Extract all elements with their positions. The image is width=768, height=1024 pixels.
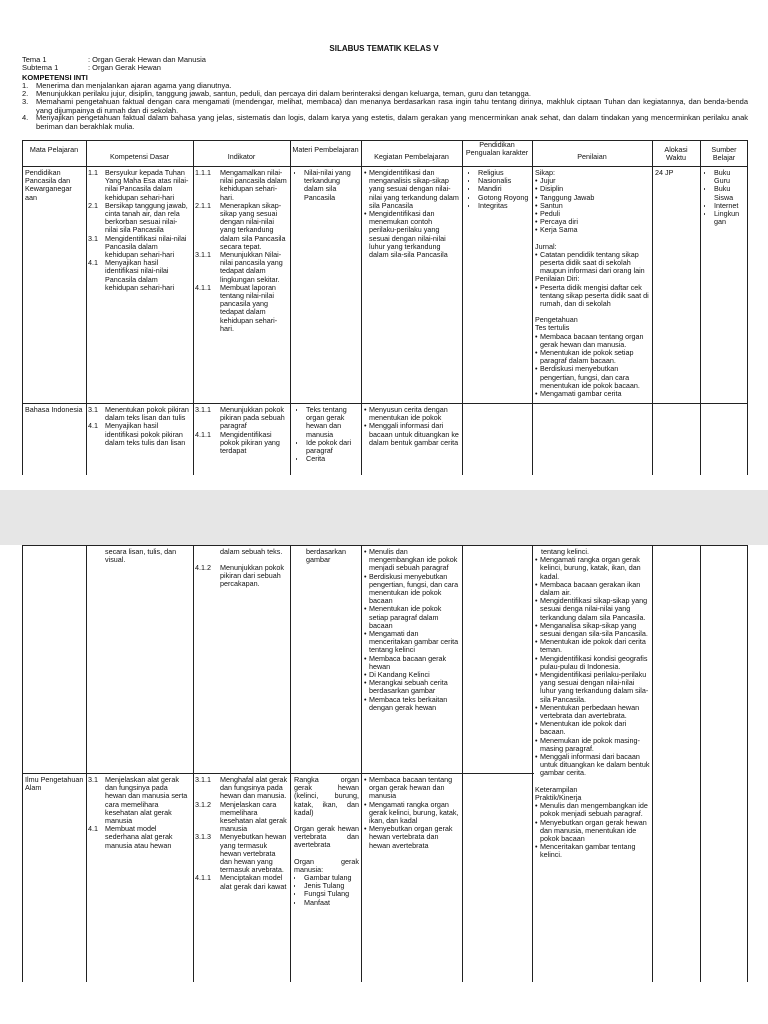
- tes-item: • Berdiskusi menyebutkan pengertian, fungsi, dan cara menentukan ide pokok bacaan.: [535, 364, 640, 390]
- kegiatan-item: • Menggali informasi dari bacaan untuk dituangkan ke dalam bentuk gambar cerita: [364, 421, 459, 447]
- header-indikator: Indikator: [227, 153, 256, 161]
- indikator-item: 3.1.3 Menyebutkan hewan yang termasuk hewan vertebrata dan hewan yang termasuk arvebrata.: [195, 832, 287, 875]
- penilaian-label: Praktik/Kinerja: [535, 792, 582, 802]
- table-border: [290, 140, 291, 475]
- penilaian-item: • Menggali informasi dari bacaan untuk dituangkan ke dalam bentuk gambar cerita.: [535, 752, 650, 778]
- table-border: [532, 140, 533, 475]
- kegiatan-item: • Membaca bacaan tentang organ gerak hewan dan manusia: [364, 776, 453, 801]
- table-border: [700, 545, 701, 982]
- indikator-item: 3.1.1 Menunjukkan pokok pikiran pada sebuah paragraf: [195, 406, 285, 431]
- penilaian-label: Jurnal:: [535, 241, 557, 251]
- meta-subtema: [22, 64, 161, 73]
- meta-value: : Organ Gerak Hewan: [88, 63, 161, 72]
- penilaian-label: Pengetahuan: [535, 315, 578, 325]
- sikap-item: • Tanggung Jawab: [535, 192, 595, 202]
- table-border: [462, 140, 463, 475]
- materi-item: • Ide pokok dari paragraf: [306, 439, 359, 455]
- sikap-item: • Disiplin: [535, 184, 564, 194]
- penilaian-item: • Mengidentifikasi kondisi geografis pulau-pulau di Indonesia.: [535, 653, 648, 671]
- keterampilan-item: • Menceritakan gambar tentang kelinci.: [535, 842, 636, 860]
- indikator-item: 4.1.1 Membuat laporan tentang nilai-nilai pancasila yang tedapat dalam kehidupan sehari-hari.: [195, 282, 278, 333]
- table-border: [747, 140, 748, 475]
- kd-item: 3.1 Mengidentifikasi nilai-nilai Pancasila dalam kehidupan sehari-hari: [88, 233, 187, 260]
- table-border: [193, 140, 194, 475]
- sumber-item: • Buku Siswa: [714, 185, 746, 201]
- jurnal-item: • Catatan pendidik tentang sikap peserta didik saat di sekolah maupun informasi dari orang lain: [535, 249, 645, 276]
- kegiatan-item: • Menyusun cerita dengan menentukan ide pokok: [364, 406, 448, 423]
- sikap-item: • Peduli: [535, 209, 560, 219]
- kegiatan-item: • Membaca teks berkaitan dengan gerak hewan: [364, 694, 448, 712]
- kegiatan-list: [364, 169, 460, 401]
- materi-item: • Gambar tulang: [304, 874, 359, 882]
- penilaian-label: Sikap:: [535, 169, 555, 177]
- mapel-ppkn: Pendidikan Pancasila dan Kewarganegar aan: [25, 169, 72, 202]
- penilaian-label: Penilaian Diri:: [535, 274, 580, 284]
- kd-item: 3.1 Menentukan pokok pikiran dalam teks lisan dan tulis: [88, 406, 189, 423]
- table-border: [532, 545, 533, 982]
- table-border: [22, 545, 747, 546]
- kegiatan-list: [364, 776, 460, 981]
- materi-item: • Cerita: [306, 455, 359, 463]
- header-materi: Materi Pembelajaran: [292, 146, 359, 154]
- kegiatan-list: [364, 548, 460, 772]
- materi-paragraph: Organ gerak hewan vertebrata dan avertebrata: [294, 824, 359, 850]
- table-border: [22, 773, 534, 774]
- ki-item: 3. Memahami pengetahuan faktual dengan cara mengamati (mendengar, melihat, membaca) dan menanya berdasarkan rasa ingin tahu tentang dirinya, makhluk ciptaan Tuhan dan kegiatannya, dan benda-benda yang dijumpainya di rumah dan di sekolah.: [22, 97, 748, 115]
- header-kegiatan: Kegiatan Pembelajaran: [374, 153, 449, 161]
- penilaian-label: Tes tertulis: [535, 323, 570, 333]
- kegiatan-item: • Mengamati rangka organ gerak kelinci, burung, katak, ikan, dan kadal: [364, 799, 459, 826]
- kegiatan-item: • Merangkai sebuah cerita berdasarkan gambar: [364, 678, 448, 696]
- kd-item: 3.1 Menjelaskan alat gerak dan fungsinya pada hewan dan manusia serta cara memelihara kesehatan alat gerak manusia: [88, 776, 188, 826]
- kd-item: 4.1 Menyajikan hasil identifikasi nilai-nilai Pancasila dalam kehidupan sehari-hari: [88, 258, 175, 292]
- table-border: [86, 545, 87, 982]
- kegiatan-item: • Berdiskusi menyebutkan pengertian, fungsi, dan cara menentukan ide pokok bacaan: [364, 571, 459, 606]
- materi-list: [294, 776, 359, 981]
- header-sumber: Sumber Belajar: [711, 146, 737, 163]
- penilaian-item: • Menentukan ide pokok dari cerita teman.: [535, 637, 646, 655]
- sikap-item: • Santun: [535, 200, 563, 210]
- table-border: [193, 545, 194, 982]
- table-border: [652, 140, 653, 475]
- table-border: [86, 140, 87, 475]
- table-border: [22, 545, 23, 982]
- table-border: [290, 545, 291, 982]
- materi-item: • Teks tentang organ gerak hewan dan manusia: [306, 406, 359, 439]
- penilaian-list: [535, 169, 651, 474]
- materi-paragraph: Rangka organ gerak hewan (kelinci, burung, katak, ikan, dan kadal): [294, 776, 359, 817]
- kegiatan-item: • Membaca bacaan gerak hewan: [364, 653, 447, 671]
- indikator-item: 2.1.1 Menerapkan sikap-sikap yang sesuai dengan nilai-nilai yang terkandung dalam sila Pancasila secara tepat.: [195, 200, 286, 251]
- karakter-item: • Gotong Royong: [478, 194, 531, 202]
- materi-list: [296, 406, 359, 474]
- header-mata-pelajaran: Mata Pelajaran: [29, 146, 79, 154]
- indikator-item: 1.1.1 Mengamalkan nilai-nilai pancasila dalam kehidupan sehari-hari.: [195, 169, 287, 202]
- indikator-item: 4.1.1 Menciptakan model alat gerak dari kawat: [195, 873, 287, 891]
- table-border: [747, 545, 748, 982]
- mapel-bahasa-indonesia: Bahasa Indonesia: [25, 406, 83, 414]
- table-border: [700, 140, 701, 475]
- penilaian-item: • Mengidentifikasi perilaku-perilaku yang sesuai dengan nilai-nilai luhur yang terkandung dalam sila-sila Pancasila.: [535, 670, 649, 704]
- materi-item: • Manfaat: [304, 899, 359, 907]
- penilaian-item: • Mengidentifikasi sikap-sikap yang sesuai denga nilai-nilai yang terkandung dalam sila Pancasila.: [535, 596, 648, 622]
- kd-item: 4.1 Membuat model sederhana alat gerak manusia atau hewan: [88, 824, 173, 850]
- indikator-continuation: dalam sebuah teks.: [220, 548, 283, 556]
- table-border: [22, 140, 747, 141]
- indikator-item: 4.1.2 Menunjukkan pokok pikiran dari sebuah percakapan.: [195, 564, 284, 589]
- table-border: [652, 545, 653, 982]
- sumber-item: • Internet: [714, 202, 746, 210]
- penilaian-item: • Mengamati rangka organ gerak kelinci, burung, katak, ikan, dan kadal.: [535, 555, 641, 581]
- karakter-item: • Integritas: [478, 202, 531, 210]
- page-title: SILABUS TEMATIK KELAS V: [329, 44, 439, 53]
- kegiatan-item: • Di Kandang Kelinci: [364, 670, 430, 680]
- indikator-item: 4.1.1 Mengidentifikasi pokok pikiran yang terdapat: [195, 429, 280, 456]
- penilaian-item: • Membaca bacaan gerakan ikan dalam air.: [535, 579, 641, 598]
- sikap-item: • Jujur: [535, 176, 556, 186]
- meta-label: Tema 1: [22, 55, 47, 64]
- table-border: [361, 545, 362, 982]
- table-border: [22, 166, 747, 167]
- materi-item: • Nilai-nilai yang terkandung dalam sila Pancasila: [304, 169, 359, 202]
- kd-list: [88, 406, 190, 474]
- meta-value: : Organ Gerak Hewan dan Manusia: [88, 55, 206, 64]
- table-border: [361, 140, 362, 475]
- ki-item: 2. Menunjukkan perilaku jujur, disiplin, tanggung jawab, santun, peduli, dan percaya diri dalam berinteraksi dengan keluarga, teman, guru dan tetangga.: [22, 89, 531, 98]
- indikator-list: [195, 169, 289, 402]
- materi-item: • Fungsi Tulang: [304, 890, 359, 898]
- penilaian-item: • Menentukan ide pokok dari bacaan.: [535, 719, 627, 737]
- sumber-item: • Lingkun gan: [714, 210, 746, 226]
- kompetensi-inti-heading: KOMPETENSI INTI: [22, 73, 88, 82]
- table-border: [22, 140, 23, 475]
- karakter-item: • Mandiri: [478, 185, 531, 193]
- sumber-item: • Buku Guru: [714, 169, 746, 185]
- kegiatan-item: • Mengamati dan menceritakan gambar cerita tentang kelinci: [364, 629, 459, 655]
- sikap-item: • Kerja Sama: [535, 225, 578, 235]
- penilaian-item: • Menganalisa sikap-sikap yang sesuai dengan sila-sila Pancasila.: [535, 620, 648, 639]
- penilaian-item: • Menemukan ide pokok masing-masing paragraf.: [535, 735, 640, 753]
- sikap-item: • Percaya diri: [535, 217, 578, 227]
- table-border: [462, 545, 463, 982]
- alokasi-waktu: 24 JP: [655, 169, 674, 177]
- kd-list: [88, 169, 190, 401]
- kd-item: 2.1 Bersikap tanggung jawab, cinta tanah air, dan rela berkorban sesuai nilai-nilai sila Pancasila: [88, 200, 188, 235]
- tes-item: • Mengamati gambar cerita: [535, 389, 622, 399]
- keterampilan-item: • Menulis dan mengembangkan ide pokok menjadi sebuah paragraf.: [535, 801, 648, 819]
- kd-item: 4.1 Menyajikan hasil identifikasi pokok pikiran dalam teks tulis dan lisan: [88, 421, 186, 447]
- kd-list: [88, 776, 190, 981]
- tes-item: • Membaca bacaan tentang organ gerak hewan dan manusia.: [535, 331, 644, 349]
- header-penilaian: Penilaian: [577, 153, 607, 161]
- indikator-item: 3.1.1 Menunjukkan Nilai-nilai pancasila yang tedapat dalam lingkungan sekitar.: [195, 250, 283, 284]
- mapel-ipa: Ilmu Pengetahuan Alam: [25, 776, 84, 793]
- karakter-list: [468, 169, 531, 210]
- indikator-list: [195, 406, 289, 474]
- indikator-item: 3.1.2 Menjelaskan cara memelihara kesehatan alat gerak manusia: [195, 799, 287, 834]
- kegiatan-item: • Mengidentifikasi dan menganalisis sikap-sikap yang sesuai dengan nilai-nilai yang terkandung dalam sila Pancasila: [364, 169, 459, 210]
- indikator-list: [195, 776, 289, 981]
- kd-continuation: secara lisan, tulis, dan visual.: [105, 548, 177, 565]
- penilaian-continuation: tentang kelinci.: [541, 548, 589, 556]
- kegiatan-item: • Menyebutkan organ gerak hewan vertebrata dan hewan avertebrata: [364, 824, 453, 850]
- penilaian-item: • Menentukan perbedaan hewan vertebrata dan avertebrata.: [535, 702, 640, 721]
- materi-paragraph: Organ gerak manusia:: [294, 856, 359, 874]
- materi-continuation: berdasarkan gambar: [306, 548, 346, 565]
- kegiatan-item: • Menulis dan mengembangkan ide pokok menjadi sebuah paragraf: [364, 548, 458, 573]
- penilaian-label: Keterampilan: [535, 784, 578, 794]
- meta-label: Subtema 1: [22, 63, 59, 72]
- header-alokasi: Alokasi Waktu: [664, 146, 688, 163]
- kegiatan-list: [364, 406, 460, 474]
- page-2: [0, 545, 768, 1024]
- keterampilan-item: • Menyebutkan organ gerak hewan dan manusia, menentukan ide pokok bacaan: [535, 817, 647, 843]
- kegiatan-item: • Menentukan ide pokok setiap paragraf dalam bacaan: [364, 604, 442, 630]
- tes-item: • Menentukan ide pokok setiap paragraf dalam bacaan.: [535, 348, 634, 366]
- header-karakter: Pendidikan Pengualan karakter: [465, 141, 529, 158]
- ki-item: 1. Menerima dan menjalankan ajaran agama yang dianutnya.: [22, 81, 232, 90]
- header-kompetensi-dasar: Kompetensi Dasar: [109, 153, 170, 161]
- diri-item: • Peserta didik mengisi daftar cek tentang sikap peserta didik saat di rumah, dan di sekolah: [535, 282, 649, 309]
- kd-item: 1.1 Bersyukur kepada Tuhan Yang Maha Esa atas nilai-nilai Pancasila dalam kehidupan sehari-hari: [88, 169, 189, 202]
- materi-list: [294, 169, 359, 202]
- penilaian-list: [535, 548, 651, 982]
- materi-item: • Jenis Tulang: [304, 882, 359, 890]
- karakter-item: • Religius: [478, 169, 531, 177]
- kegiatan-item: • Mengidentifikasi dan menemukan contoh perilaku-perilaku yang sesuai dengan nilai-nilai luhur yang terkandung dalam sila-sila Pancasila: [364, 209, 448, 260]
- karakter-item: • Nasionalis: [478, 177, 531, 185]
- indikator-item: 3.1.1 Menghafal alat gerak dan fungsinya pada hewan dan manusia.: [195, 776, 288, 801]
- sumber-list: [704, 169, 746, 226]
- page-1: [0, 0, 768, 490]
- ki-item: 4. Menyajikan pengetahuan faktual dalam bahasa yang jelas, sistematis dan logis, dalam karya yang estetis, dalam gerakan yang mencerminkan anak sehat, dan dalam tindakan yang mencerminkan perilaku anak beriman dan berakhlak mulia.: [22, 113, 748, 131]
